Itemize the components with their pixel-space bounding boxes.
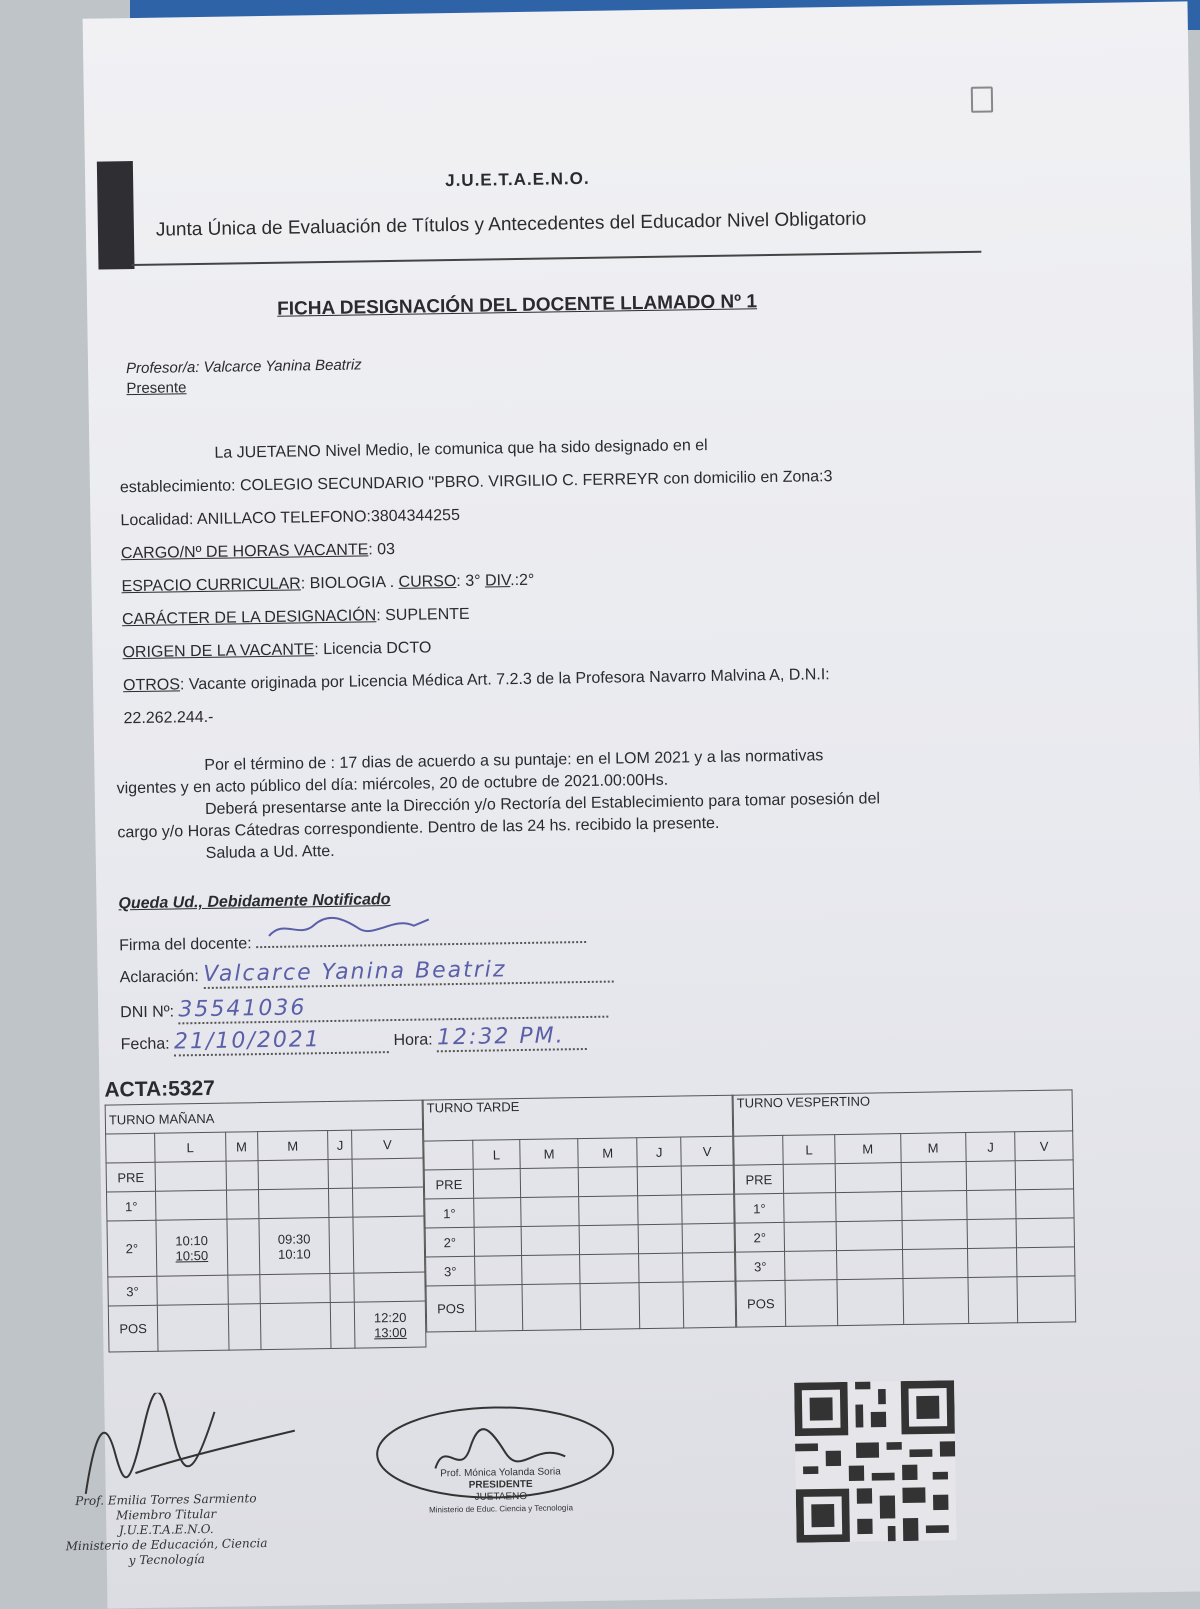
- document-icon: [971, 86, 993, 112]
- table-row: [736, 1276, 1076, 1327]
- left-signature-block: [51, 1491, 282, 1570]
- vespertino-title: TURNO VESPERTINO: [733, 1090, 1073, 1136]
- org-full-name: Junta Única de Evaluación de Títulos y Antecedentes del Educador Nivel Obligatorio: [155, 208, 867, 241]
- day-header: M: [225, 1132, 257, 1161]
- row-label: 1°: [735, 1193, 784, 1223]
- row-label: 2°: [735, 1222, 784, 1252]
- espacio-field: [121, 572, 534, 596]
- firma-row: [119, 923, 586, 955]
- localidad-line: Localidad: ANILLACO TELEFONO:3804344255: [120, 506, 461, 530]
- row-label: POS: [736, 1280, 786, 1327]
- left-signer-role: Miembro Titular: [115, 1506, 217, 1523]
- day-header: L: [783, 1135, 836, 1165]
- org-acronym: J.U.E.T.A.E.N.O.: [445, 168, 590, 191]
- left-signer-ministry-2: y Tecnología: [128, 1552, 205, 1568]
- day-header: L: [473, 1140, 520, 1170]
- firma-line: [256, 923, 586, 948]
- otros-dni: 22.262.244.-: [123, 708, 214, 728]
- left-signature-scribble: [74, 1390, 306, 1504]
- day-header: V: [352, 1129, 423, 1159]
- tarde-title: TURNO TARDE: [423, 1095, 733, 1141]
- center-signer-name: Prof. Mónica Yolanda Soria: [440, 1466, 561, 1480]
- otros-value: : Vacante originada por Licencia Médica Art. 7.2.3 de la Profesora Navarro Malvina A, D.N.I:: [179, 666, 830, 694]
- aclaracion-value: Valcarce Yanina Beatriz: [203, 956, 613, 989]
- espacio-label: ESPACIO CURRICULAR: [121, 575, 301, 596]
- table-turno-tarde: [423, 1095, 737, 1333]
- aclaracion-label: Aclaración:: [119, 968, 199, 987]
- dni-row: [120, 991, 609, 1026]
- origen-label: ORIGEN DE LA VACANTE: [122, 641, 315, 662]
- schedule-cell: 12:20 13:00: [355, 1301, 426, 1348]
- term-line-2: vigentes y en acto público del día: miércoles, 20 de octubre de 2021.00:00Hs.: [116, 771, 669, 798]
- schedule-cell: 09:30 10:10: [258, 1218, 330, 1275]
- term-line-1: Por el término de : 17 dias de acuerdo a su puntaje: en el LOM 2021 y a las normativas: [204, 747, 824, 774]
- row-label: PRE: [106, 1162, 155, 1192]
- row-label: 2°: [425, 1227, 474, 1257]
- day-header: V: [1015, 1131, 1073, 1161]
- fecha-row: [120, 1023, 587, 1057]
- day-header: L: [155, 1132, 226, 1162]
- logo-mark: [97, 161, 135, 270]
- term-line-3: Deberá presentarse ante la Dirección y/o Rectoría del Establecimiento para tomar posesión del: [204, 790, 881, 818]
- row-label: POS: [108, 1305, 158, 1352]
- espacio-value: : BIOLOGIA .: [300, 573, 399, 593]
- curso-value: : 3°: [456, 572, 486, 590]
- header-rule: [131, 251, 981, 266]
- origen-value: : Licencia DCTO: [314, 639, 432, 659]
- center-signer-org: JUETAENO: [474, 1490, 528, 1503]
- document-page: [65, 1, 1200, 1608]
- establecimiento-line: establecimiento: COLEGIO SECUNDARIO "PBRO. VIRGILIO C. FERREYR con domicilio en Zona:3: [119, 468, 833, 497]
- left-signer-ministry: Ministerio de Educación, Ciencia: [65, 1536, 268, 1554]
- intro-line: La JUETAENO Nivel Medio, le comunica que ha sido designado en el: [214, 437, 708, 462]
- fecha-value: 21/10/2021: [174, 1026, 389, 1056]
- otros-field: [123, 666, 830, 695]
- day-header: V: [681, 1136, 733, 1166]
- hora-label: Hora:: [393, 1031, 433, 1050]
- row-label: 1°: [425, 1198, 474, 1228]
- recipient-name: Profesor/a: Valcarce Yanina Beatriz: [125, 356, 362, 378]
- left-signer-org: J.U.E.T.A.E.N.O.: [118, 1521, 214, 1538]
- day-header: J: [966, 1132, 1016, 1162]
- schedule-cell: 10:10 10:50: [156, 1219, 228, 1276]
- curso-label: CURSO: [398, 572, 457, 591]
- notification-heading: Queda Ud., Debidamente Notificado: [118, 891, 391, 913]
- acta-number: ACTA:5327: [104, 1076, 216, 1102]
- center-signature-block: [415, 1466, 586, 1517]
- manana-title: TURNO MAÑANA: [105, 1100, 422, 1134]
- row-label: 3°: [108, 1276, 157, 1306]
- table-row: [108, 1301, 426, 1352]
- origen-field: [122, 639, 431, 662]
- signature-scribble: [264, 911, 434, 944]
- otros-label: OTROS: [122, 676, 181, 695]
- caracter-field: [122, 606, 470, 629]
- day-header: M: [900, 1133, 966, 1163]
- caracter-value: : SUPLENTE: [376, 605, 470, 625]
- row-label: POS: [426, 1285, 476, 1332]
- day-header: M: [578, 1138, 637, 1168]
- aclaracion-row: [119, 956, 613, 991]
- recipient-presente: Presente: [126, 379, 187, 398]
- day-header: M: [257, 1131, 328, 1161]
- firma-label: Firma del docente:: [119, 935, 252, 955]
- qr-code: [794, 1380, 956, 1542]
- center-signer-ministry: Ministerio de Educ. Ciencia y Tecnología: [429, 1503, 574, 1515]
- document-title: FICHA DESIGNACIÓN DEL DOCENTE LLAMADO Nº 1: [277, 291, 758, 320]
- day-header: M: [520, 1139, 579, 1169]
- table-turno-vespertino: [733, 1089, 1077, 1327]
- term-line-5: Saluda a Ud. Atte.: [205, 842, 335, 862]
- div-value: .:2°: [510, 571, 535, 590]
- hora-value: 12:32 PM.: [437, 1023, 587, 1052]
- row-label: PRE: [734, 1164, 783, 1194]
- row-label: 3°: [426, 1256, 475, 1286]
- cargo-field: [121, 541, 395, 563]
- day-header: J: [637, 1137, 682, 1167]
- dni-label: DNI Nº:: [120, 1003, 175, 1022]
- day-header: J: [328, 1130, 353, 1159]
- table-turno-manana: [105, 1100, 427, 1353]
- cargo-label: CARGO/Nº DE HORAS VACANTE: [120, 541, 369, 563]
- left-signer-name: Prof. Emilia Torres Sarmiento: [75, 1491, 257, 1509]
- table-row: [107, 1216, 425, 1277]
- center-signer-role: PRESIDENTE: [468, 1478, 533, 1491]
- fecha-label: Fecha:: [120, 1035, 170, 1054]
- row-label: 2°: [107, 1220, 157, 1277]
- row-label: 3°: [736, 1251, 785, 1281]
- day-header: M: [835, 1134, 901, 1164]
- div-label: DIV: [484, 572, 511, 590]
- dni-value: 35541036: [178, 991, 608, 1025]
- row-label: 1°: [107, 1191, 156, 1221]
- row-label: PRE: [424, 1169, 473, 1199]
- cargo-value: : 03: [368, 540, 396, 559]
- term-line-4: cargo y/o Horas Cátedras correspondiente. Dentro de las 24 hs. recibido la presente.: [117, 814, 720, 842]
- caracter-label: CARÁCTER DE LA DESIGNACIÓN: [121, 607, 377, 629]
- table-row: [426, 1281, 736, 1332]
